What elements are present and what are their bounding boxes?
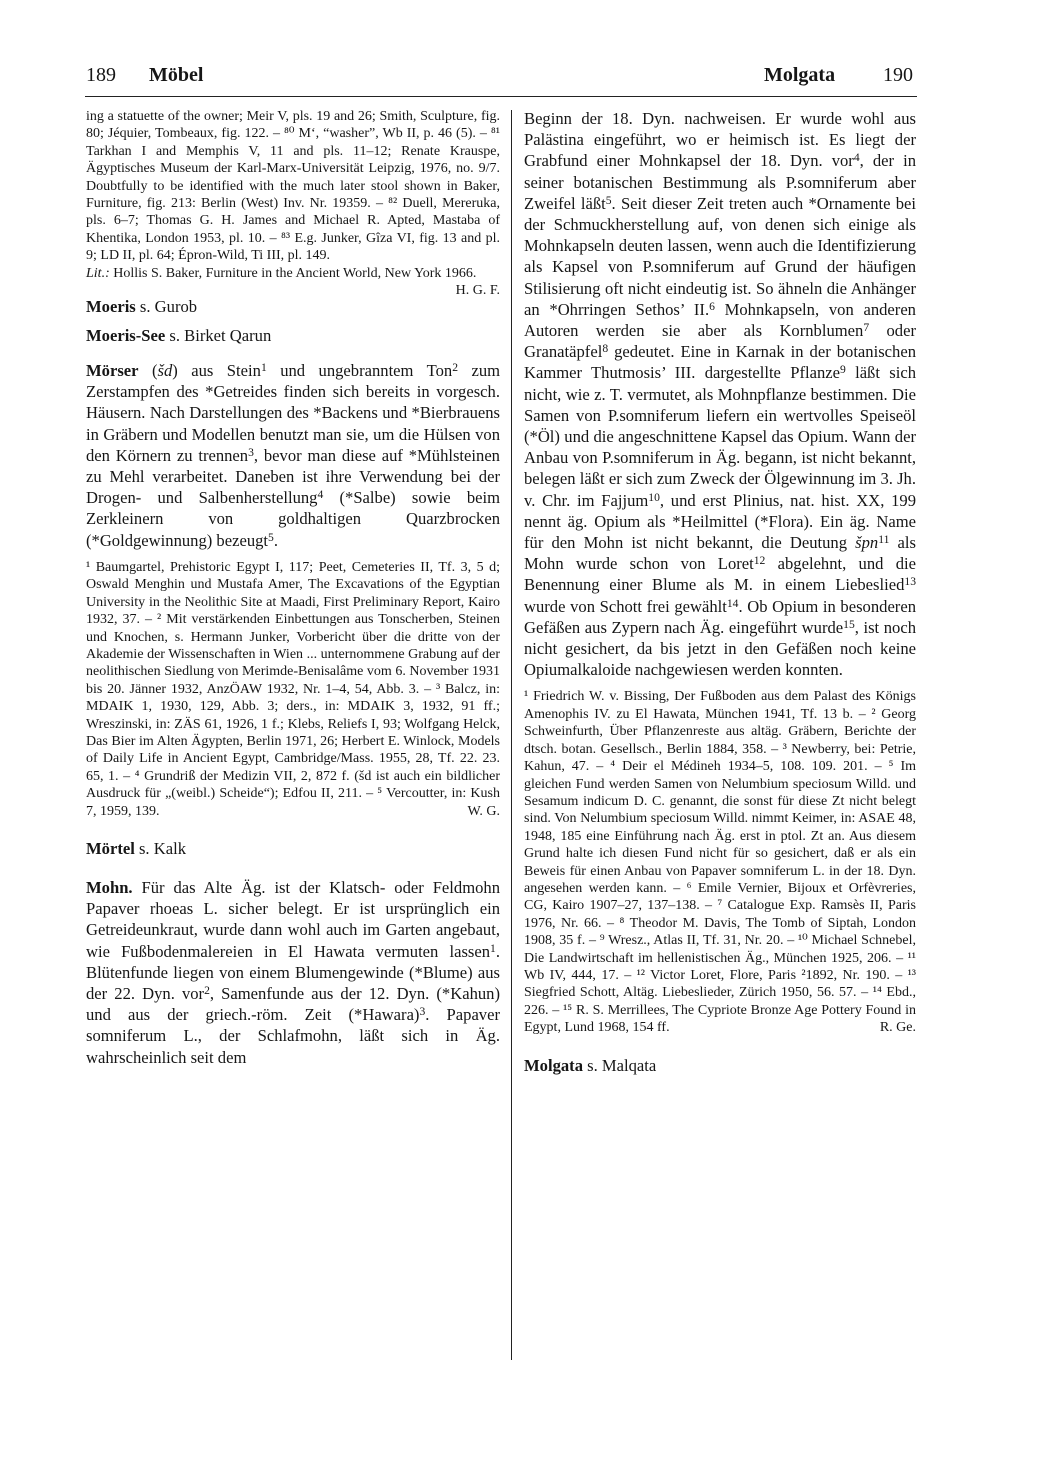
right-page-number: 190: [883, 64, 913, 86]
author-signature: W. G.: [467, 803, 500, 819]
entry-molgata: Molgata s. Malqata: [524, 1055, 657, 1075]
footnotes-moerser: ¹ Baumgartel, Prehistoric Egypt I, 117; Peet, Cemeteries II, Tf. 3, 5 d; Oswald Menghin und Mustafa Amer, The Excavations of the Egyptian University in the Neolithic Site at Maadi, First Preliminary Report, Kairo 1932, 37. – ² Mit verstärkenden Einbettungen aus Tonscherben, Steinen und Knochen, s. Hermann Junker, Vorbericht über die dritte von der Akademie der Wissenschaften in Wien ... unternommene Grabung auf der neolithischen Siedlung von Merimde-Benisalâme vom 6. November 1931 bis 20. Jänner 1932, AnzÖAW 1932, Nr. 1–4, 54, Abb. 3. – ³ Balcz, in: MDAIK 1, 1930, 129, Abb. 3; ders., in: MDAIK 3, 1932, 91 ff.; Wreszinski, in: ZÄS 61, 1926, 1 f.; Klebs, Reliefs I, 93; Wolfgang Helck, Das Bier im Alten Ägypten, Berlin 1971, 26; Herbert E. Winlock, Models of Daily Life in Ancient Egypt, Cambridge/Mass. 1955, 28, Tf. 22. 23. 65, 1. – ⁴ Grundriß der Medizin VII, 2, 872 f. (šd ist auch ein bildlicher Ausdruck für „(weibl.) Scheide“); Edfou II, 211. – ⁵ Vercoutter, in: Kush 7, 1959, 139. W. G.: [86, 559, 500, 819]
right-running-title: Molgata: [764, 64, 836, 86]
left-page-number: 189: [86, 64, 116, 86]
footnote-continuation: ing a statuette of the owner; Meir V, pls. 19 and 26; Smith, Sculpture, fig. 80; Jéquier, Tombeaux, fig. 122. – ⁸⁰ M‘, “washer”, Wb II, p. 46 (5). – ⁸¹ Tarkhan I and Memphis V, 11 and pls. 11–12; Renate Krauspe, Ägyptisches Museum der Karl-Marx-Universität Leipzig, 1976, no. 9/7. Doubtfully to be identified with the much later stool shown in Baker, Furniture, fig. 213: Berlin (West) Inv. Nr. 19359. – ⁸² Duell, Mereruka, pls. 6–7; Thomas G. H. James and Michael R. Apted, Mastaba of Khentika, London 1953, pl. 10. – ⁸³ E.g. Junker, Gîza VI, fig. 13 and pl. 9; LD II, pl. 64; Épron-Wild, Ti III, pl. 149.: [86, 109, 500, 264]
column-divider: [511, 110, 512, 1360]
left-column: [86, 108, 500, 1068]
header-rule: [85, 96, 917, 97]
author-signature: R. Ge.: [879, 1020, 916, 1036]
author-signature: H. G. F.: [455, 283, 500, 299]
entry-moertel: Mörtel s. Kalk: [86, 838, 186, 858]
entry-moeris-see: Moeris-See s. Birket Qarun: [86, 326, 272, 346]
entry-moeris: Moeris s. Gurob: [86, 297, 198, 317]
footnotes-mohn: ¹ Friedrich W. v. Bissing, Der Fußboden aus dem Palast des Königs Amenophis IV. zu El Hawata, München 1941, Tf. 13 b. – ² Georg Schweinfurth, Über Pflanzenreste aus altäg. Gräbern, Berichte der dtsch. botan. Gesellsch., Berlin 1884, 358. – ³ Newberry, bei: Petrie, Kahun, 47. – ⁴ Deir el Médineh 1934–5, 108. 109. 201. – ⁵ Im gleichen Fund werden Samen von Nelumbium speciosum Willd. und Sesamum indicum D. C. genannt, die sonst für diese Zt nicht belegt sind. Von Nelumbium speciosum Willd. nimmt Keimer, in: ASAE 48, 1948, 185 eine Einführung nach Äg. erst in ptol. Zt an. Aus diesem Grund halte ich diesen Fund nicht für so gesichert, daß er als ein Beweis für einen Anbau von Papaver somniferum L. in der 18. Dyn. angesehen werden kann. – ⁶ Emile Vernier, Bijoux et Orfèvreries, CG, Kairo 1907–27, 137–138. – ⁷ Catalogue Exp. Ramsès II, Paris 1976, Nr. 66. – ⁸ Theodor M. Davis, The Tomb of Siptah, London 1908, 35 f. – ⁹ Wresz., Atlas II, Tf. 31, Nr. 20. – ¹⁰ Michael Schnebel, Die Landwirtschaft im hellenistischen Äg., München 1925, 206. – ¹¹ Wb IV, 444, 17. – ¹² Victor Loret, Flore, Paris ²1892, Nr. 190. – ¹³ Siegfried Schott, Altäg. Liebeslieder, Zürich 1950, 56. 57. – ¹⁴ Ebd., 226. – ¹⁵ R. S. Merrillees, The Cypriote Bronze Age Pottery Found in Egypt, Lund 1968, 154 ff. R. Ge.: [524, 689, 916, 1036]
entry-mohn-continued: Beginn der 18. Dyn. nachweisen. Er wurde wohl aus Palästina eingeführt, wo er heimisch ist. Es liegt der Grabfund einer Mohnkapsel der 18. Dyn. vor$^4$, der in seiner botanischen Bestimmung als P.somniferum aber Zweifel läßt$^5$. Seit dieser Zeit treten auch *Ornamente bei der Schmuckherstellung auf, von denen sich einige als Mohnkapseln deuten lassen, wenn auch die Identifizierung als Kapsel von P.somniferum auf Grund der häufigen Stilisierung oft nicht eindeutig ist. So ähneln die Anhänger an *Ohrringen Sethos’ II.$^6$ Mohnkapseln, von anderen Autoren werden sie aber als Kornblumen$^7$ oder Granatäpfel$^8$ gedeutet. Eine in Karnak in der botanischen Kammer Thutmosis’ III. dargestellte Pflanze$^9$ läßt sich nicht, wie z. T. vermutet, als Mohnpflanze bestimmen. Die Samen von P.somniferum liefern ein wertvolles Speiseöl (*Öl) und die angeschnittene Kapsel das Opium. Wann der Anbau von P.somniferum in Äg. begann, ist nicht bekannt, belegen läßt er sich zum Zweck der Ölgewinnung im 3. Jh. v. Chr. im Fajjum$^{10}$, und erst Plinius, nat. hist. XX, 199 nennt äg. Opium als *Heilmittel (*Flora). Ein äg. Name für den Mohn ist nicht bekannt, die Deutung špn$^{11}$ als Mohn wurde schon von Loret$^{12}$ abgelehnt, und die Benennung einer Blume als M. in einem Liebeslied$^{13}$ wurde von Schott frei gewählt$^{14}$. Ob Opium in besonderen Gefäßen aus Zypern nach Äg. eingeführt wurde$^{15}$, ist noch nicht gesichert, da bis jetzt in den Gefäßen noch keine Opiumalkaloide nachgewiesen werden konnten.: [524, 109, 916, 680]
right-column: [524, 108, 916, 1076]
entry-moerser: Mörser (šd) aus Stein$^1$ und ungebranntem Ton$^2$ zum Zerstampfen des *Getreides finden sich bereits in vorgesch. Häusern. Nach Darstellungen des *Backens und *Bierbrauens in Gräbern und Modellen benutzt man sie, um die Hülsen von den Körnern zu trennen$^3$, bevor man diese auf *Mühlsteinen zu Mehl verarbeitet. Daneben ist ihre Verwendung bei der Drogen- und Salbenherstellung$^4$ (*Salbe) sowie beim Zerkleinern von goldhaltigen Quarzbrocken (*Goldgewinnung) bezeugt$^5$.: [86, 360, 501, 550]
left-running-title: Möbel: [149, 64, 204, 86]
entry-mohn: Mohn. Für das Alte Äg. ist der Klatsch- oder Feldmohn Papaver rhoeas L. sicher belegt. Er ist ursprünglich ein Getreideunkraut, wurde dann wohl auch im Garten angebaut, wie Fußbodenmalereien in El Hawata vermuten lassen$^1$. Blütenfunde liegen von einem Blumengewinde (*Blume) aus der 22. Dyn. vor$^2$, Samenfunde aus der 12. Dyn. (*Kahun) und aus der griech.-röm. Zeit (*Hawara)$^3$. Papaver somniferum L., der Schlafmohn, läßt sich in Äg. wahrscheinlich seit dem: [86, 877, 500, 1067]
literature-note: Lit.: Hollis S. Baker, Furniture in the Ancient World, New York 1966. H. G. F.: [86, 265, 500, 299]
